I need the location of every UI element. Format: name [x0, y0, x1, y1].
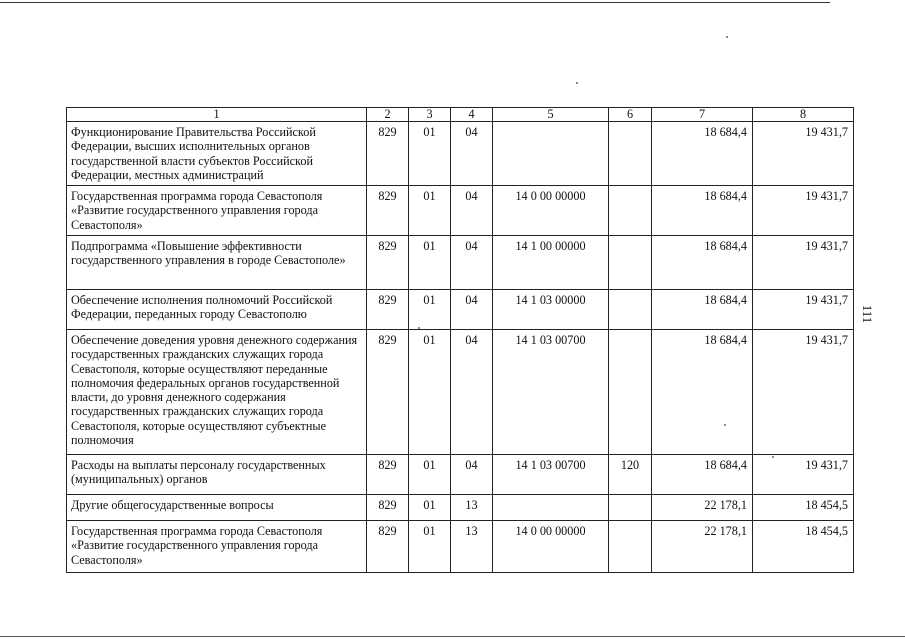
table-row: [67, 290, 854, 330]
row-expense-type: [609, 236, 652, 290]
table-row: [67, 495, 854, 521]
row-subsection: 13: [451, 521, 493, 573]
row-amount-col8: 19 431,7: [753, 455, 854, 495]
row-amount-col7: 22 178,1: [652, 495, 753, 521]
row-amount-col8: 19 431,7: [753, 330, 854, 455]
header-col-2: 2: [367, 108, 409, 122]
row-name: Государственная программа города Севастополя «Развитие государственного управления города Севастополя»: [67, 186, 367, 236]
row-amount-col8: 19 431,7: [753, 290, 854, 330]
row-admin-code: 829: [367, 495, 409, 521]
row-admin-code: 829: [367, 122, 409, 186]
row-name: Обеспечение исполнения полномочий Российской Федерации, переданных городу Севастополю: [67, 290, 367, 330]
row-admin-code: 829: [367, 330, 409, 455]
header-col-8: 8: [753, 108, 854, 122]
row-section: 01: [409, 290, 451, 330]
table-header: [67, 108, 854, 122]
row-admin-code: 829: [367, 521, 409, 573]
row-subsection: 04: [451, 236, 493, 290]
header-col-4: 4: [451, 108, 493, 122]
scan-speck: [418, 327, 420, 329]
row-name: Подпрограмма «Повышение эффективности государственного управления в городе Севастополе»: [67, 236, 367, 290]
row-amount-col7: 18 684,4: [652, 236, 753, 290]
row-section: 01: [409, 236, 451, 290]
row-subsection: 04: [451, 290, 493, 330]
row-admin-code: 829: [367, 455, 409, 495]
row-section: 01: [409, 495, 451, 521]
row-amount-col7: 18 684,4: [652, 455, 753, 495]
row-subsection: 04: [451, 455, 493, 495]
row-name: Обеспечение доведения уровня денежного содержания государственных гражданских служащих города Севастополя, которые осуществляют переданные полномочия федеральных органов государственной власти, до уровня денежного содержания государственных гражданских служащих города Севастополя, которые осуществляют субъектные полномочия: [67, 330, 367, 455]
row-section: 01: [409, 186, 451, 236]
table-row: [67, 236, 854, 290]
row-subsection: 04: [451, 186, 493, 236]
row-amount-col7: 18 684,4: [652, 186, 753, 236]
row-expense-type: [609, 495, 652, 521]
header-col-3: 3: [409, 108, 451, 122]
scan-speck: [576, 82, 578, 84]
row-amount-col7: 18 684,4: [652, 122, 753, 186]
row-expense-type: [609, 290, 652, 330]
table-row: [67, 186, 854, 236]
row-amount-col7: 18 684,4: [652, 290, 753, 330]
row-subsection: 04: [451, 330, 493, 455]
row-expense-type: [609, 521, 652, 573]
row-name: Государственная программа города Севастополя «Развитие государственного управления города Севастополя»: [67, 521, 367, 573]
header-col-5: 5: [493, 108, 609, 122]
row-expense-type: [609, 186, 652, 236]
header-col-7: 7: [652, 108, 753, 122]
row-amount-col8: 18 454,5: [753, 495, 854, 521]
row-admin-code: 829: [367, 290, 409, 330]
scan-speck: [724, 424, 726, 426]
row-amount-col8: 19 431,7: [753, 236, 854, 290]
header-col-1: 1: [67, 108, 367, 122]
page-number: 111: [860, 304, 875, 324]
row-expense-type: [609, 330, 652, 455]
row-section: 01: [409, 521, 451, 573]
row-amount-col8: 18 454,5: [753, 521, 854, 573]
scan-speck: [726, 36, 728, 38]
bottom-border-line: [0, 636, 905, 637]
row-target-article: 14 1 03 00000: [493, 290, 609, 330]
row-target-article: [493, 122, 609, 186]
table-row: [67, 455, 854, 495]
row-subsection: 13: [451, 495, 493, 521]
row-name: Функционирование Правительства Российской Федерации, высших исполнительных органов государственной власти субъектов Российской Федерации, местных администраций: [67, 122, 367, 186]
row-target-article: 14 0 00 00000: [493, 521, 609, 573]
row-expense-type: [609, 122, 652, 186]
row-target-article: 14 1 03 00700: [493, 330, 609, 455]
row-section: 01: [409, 330, 451, 455]
row-admin-code: 829: [367, 186, 409, 236]
row-admin-code: 829: [367, 236, 409, 290]
table-row: [67, 521, 854, 573]
row-target-article: 14 1 03 00700: [493, 455, 609, 495]
top-border-line: [0, 2, 830, 3]
row-section: 01: [409, 455, 451, 495]
row-target-article: 14 0 00 00000: [493, 186, 609, 236]
row-name: Расходы на выплаты персоналу государственных (муниципальных) органов: [67, 455, 367, 495]
header-col-6: 6: [609, 108, 652, 122]
row-amount-col8: 19 431,7: [753, 122, 854, 186]
row-subsection: 04: [451, 122, 493, 186]
row-amount-col8: 19 431,7: [753, 186, 854, 236]
row-target-article: [493, 495, 609, 521]
row-amount-col7: 22 178,1: [652, 521, 753, 573]
budget-table: [66, 107, 854, 573]
row-section: 01: [409, 122, 451, 186]
row-amount-col7: 18 684,4: [652, 330, 753, 455]
scan-speck: [772, 456, 774, 458]
table-row: [67, 122, 854, 186]
table-row: [67, 330, 854, 455]
row-expense-type: 120: [609, 455, 652, 495]
row-target-article: 14 1 00 00000: [493, 236, 609, 290]
header-row: [67, 108, 854, 122]
row-name: Другие общегосударственные вопросы: [67, 495, 367, 521]
table-body: [67, 122, 854, 573]
